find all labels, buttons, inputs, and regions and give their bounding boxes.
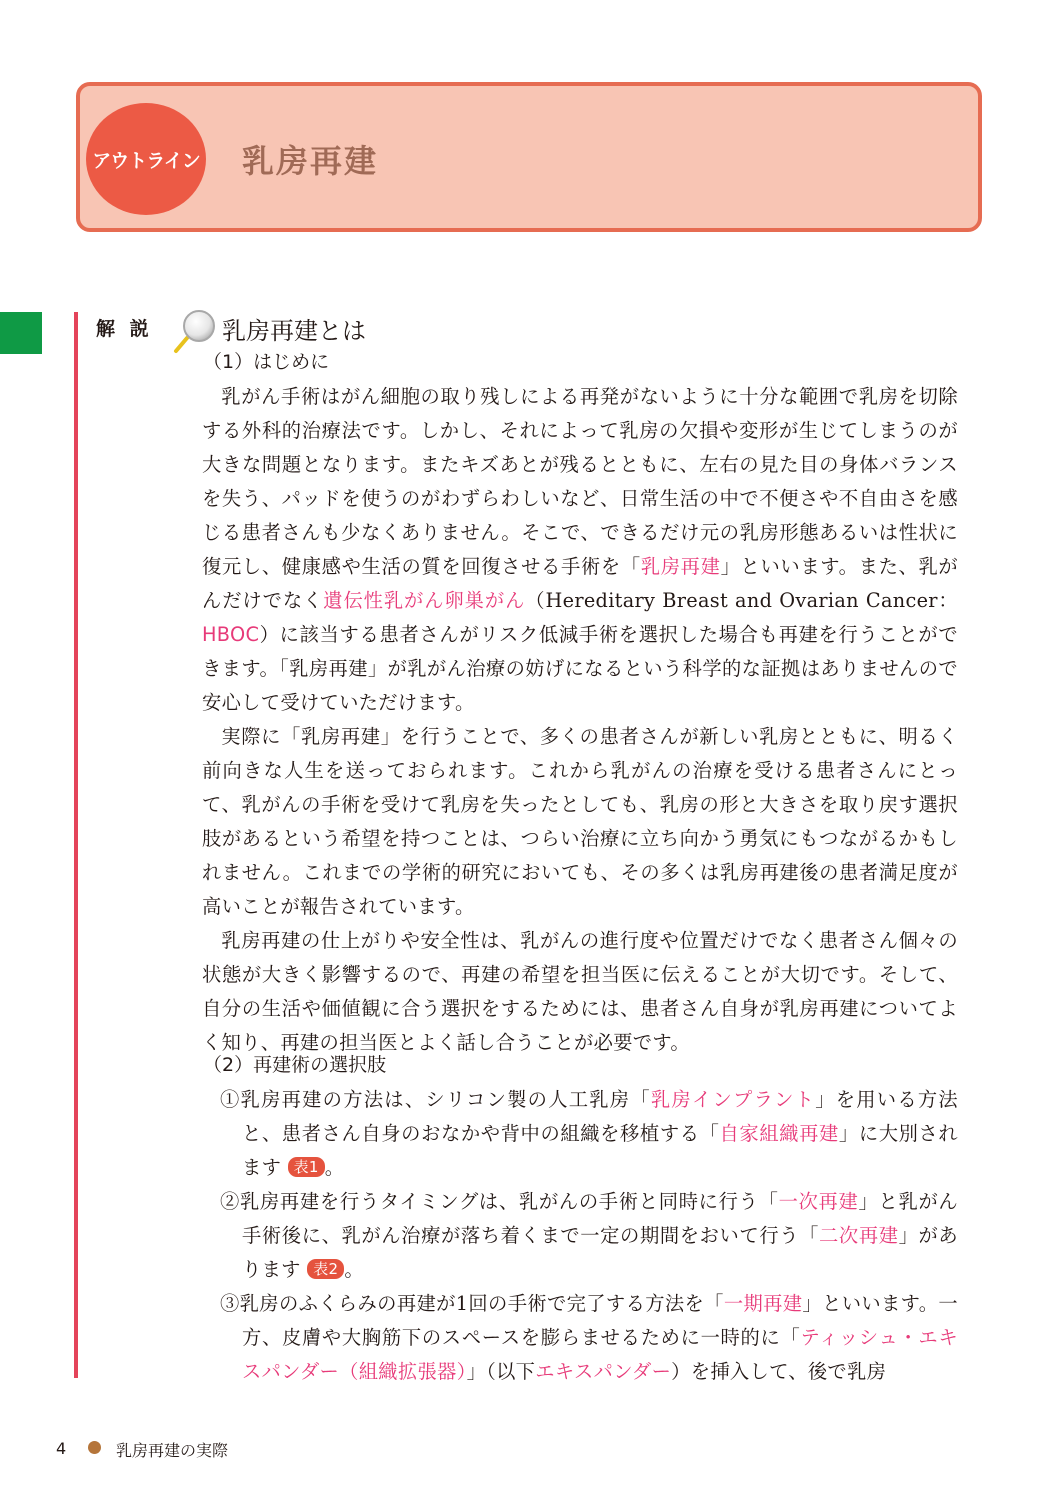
footer-bullet-dot [88, 1441, 101, 1454]
text-run: 」といいます。一方、皮膚や大胸筋下のスペースを膨らませるために一時的に「 [242, 1292, 958, 1349]
text-run: 」があります [242, 1224, 959, 1281]
keyword: 二次再建 [819, 1224, 899, 1247]
text-run: 乳がん手術はがん細胞の取り残しによる再発がないように十分な範囲で乳房を切除する外科的治療法です。しかし、それによって乳房の欠損や変形が生じてしまうのが大きな問題となります。またキズあとが残るとともに、左右の見た目の身体バランスを失う、パッドを使うのがわずらわしいなど、日常生活の中で不便さや不自由さを感じる患者さんも少なくありません。そこで、できるだけ元の乳房形態あるいは性状に復元し、健康感や生活の質を回復させる手術を「 [202, 385, 958, 578]
text-run: 。 [344, 1258, 364, 1281]
text-run: ③乳房のふくらみの再建が1回の手術で完了する方法を「 [220, 1292, 724, 1315]
text-run: 」を用いる方法と、患者さん自身のおなかや背中の組織を移植する「 [242, 1088, 958, 1145]
paragraph-1 [202, 380, 958, 720]
keyword: 自家組織再建 [719, 1122, 839, 1145]
list-item [220, 1083, 958, 1185]
keyword: ティッシュ・エキスパンダー（組織拡張器） [242, 1326, 958, 1383]
keyword: 一期再建 [723, 1292, 803, 1315]
text-run: 。 [324, 1156, 345, 1179]
text-run: 」と乳がん手術後に、乳がん治療が落ち着くまで一定の期間をおいて行う「 [242, 1190, 959, 1247]
text-run: 」といいます。また、乳がんだけでなく [202, 555, 958, 612]
outline-badge: アウトライン [86, 103, 206, 215]
section-rule [74, 312, 78, 1378]
paragraph-3: 乳房再建の仕上がりや安全性は、乳がんの進行度や位置だけでなく患者さん個々の状態が大きく影響するので、再建の希望を担当医に伝えることが大切です。そして、自分の生活や価値観に合う選択をするためには、患者さん自身が乳房再建についてよく知り、再建の担当医とよく話し合うことが必要です。 [202, 929, 958, 1054]
table-reference-badge[interactable]: 表1 [288, 1157, 325, 1177]
chapter-title: 乳房再建 [242, 142, 379, 180]
side-label: 解 説 [96, 318, 153, 340]
subsection-heading-2: （2）再建術の選択肢 [203, 1054, 387, 1076]
keyword: 乳房インプラント [650, 1088, 816, 1111]
keyword: 乳房再建 [640, 555, 721, 578]
paragraph-2: 実際に「乳房再建」を行うことで、多くの患者さんが新しい乳房とともに、明るく前向きな人生を送っておられます。これから乳がんの治療を受ける患者さんにとって、乳がんの手術を受けて乳房を失ったとしても、乳房の形と大きさを取り戻す選択肢があるという希望を持つことは、つらい治療に立ち向かう勇気にもつながるかもしれません。これまでの学術的研究においても、その多くは乳房再建後の患者満足度が高いことが報告されています。 [202, 725, 958, 918]
outline-header-box [76, 82, 982, 232]
text-run: 」に大別されます [242, 1122, 958, 1179]
list-item [220, 1287, 958, 1389]
table-reference-badge[interactable]: 表2 [307, 1259, 344, 1279]
text-run: ）に該当する患者さんがリスク低減手術を選択した場合も再建を行うことができます。「乳房再建」が乳がん治療の妨げになるという科学的な証拠はありませんので安心して受けていただけます。 [202, 623, 958, 714]
running-footer-title: 乳房再建の実際 [116, 1441, 229, 1460]
subsection-heading-1: （1）はじめに [203, 351, 330, 373]
body-text [202, 380, 958, 1060]
section-heading: 乳房再建とは [222, 317, 366, 345]
keyword: エキスパンダー [535, 1360, 672, 1383]
text-run: ）を挿入して、後で乳房 [671, 1360, 887, 1383]
keyword: 一次再建 [778, 1190, 859, 1213]
list-item [220, 1185, 958, 1287]
chapter-tab-marker [0, 312, 42, 354]
options-list [220, 1083, 958, 1389]
page-number: 4 [56, 1439, 67, 1458]
keyword: HBOC [202, 623, 260, 646]
keyword: 遺伝性乳がん卵巣がん [323, 589, 526, 612]
text-run: ①乳房再建の方法は、シリコン製の人工乳房「 [220, 1088, 651, 1111]
text-run: 」（以下 [466, 1360, 536, 1383]
text-run: ②乳房再建を行うタイミングは、乳がんの手術と同時に行う「 [220, 1190, 779, 1213]
text-run: （Hereditary Breast and Ovarian Cancer： [525, 589, 959, 612]
